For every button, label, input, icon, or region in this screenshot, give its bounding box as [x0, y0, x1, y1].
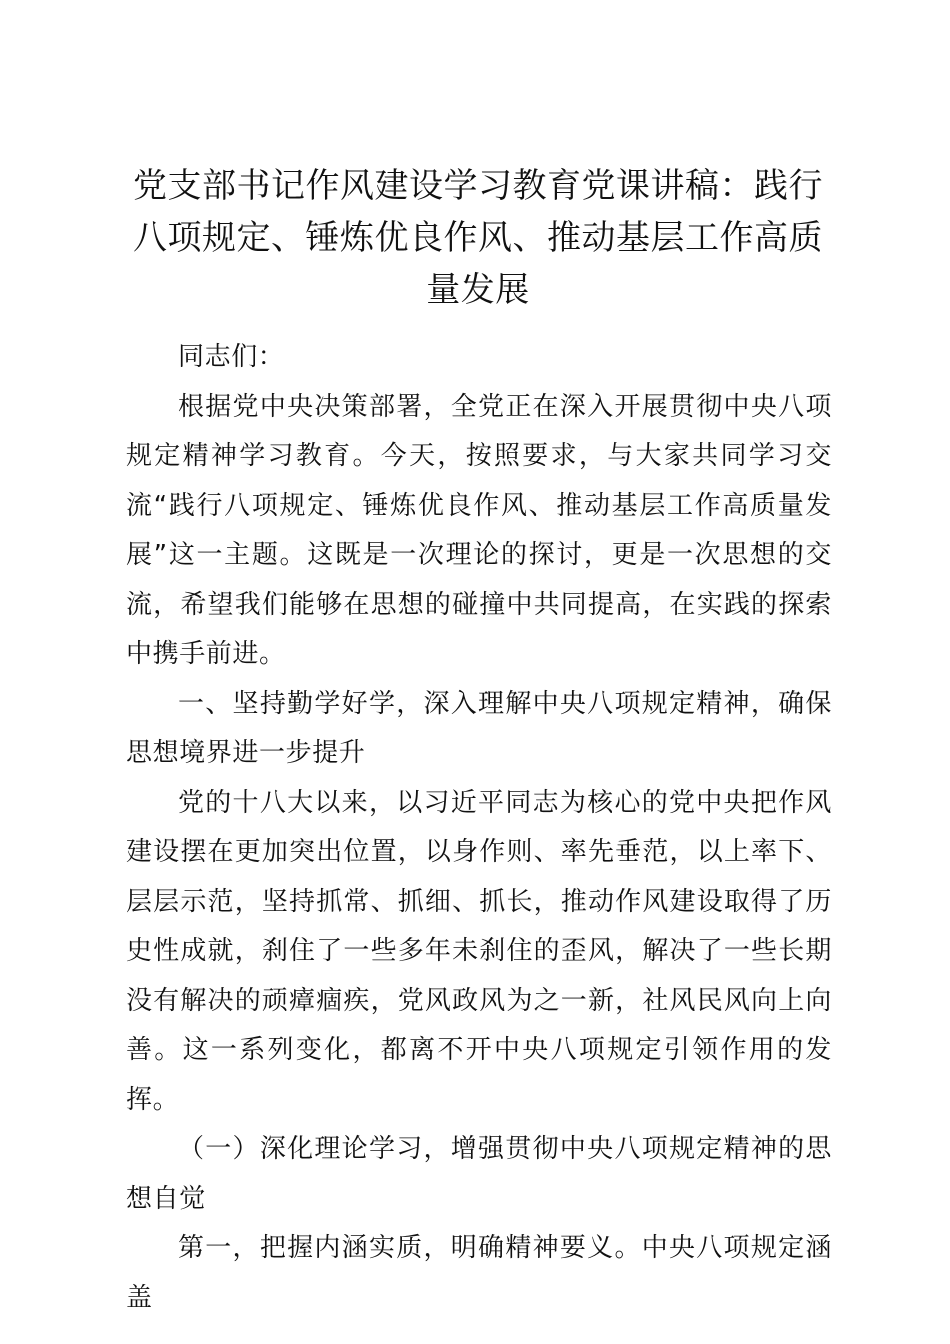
- salutation: 同志们：: [178, 342, 285, 372]
- document-title: 党支部书记作风建设学习教育党课讲稿：践行八项规定、锤炼优良作风、推动基层工作高质量发展: [133, 166, 823, 310]
- subsection-heading-1: （一）深化理论学习，增强贯彻中央八项规定精神的思想自觉: [126, 1134, 832, 1214]
- paragraph-intro: 根据党中央决策部署，全党正在深入开展贯彻中央八项规定精神学习教育。今天，按照要求，与大家共同学习交流“践行八项规定、锤炼优良作风、推动基层工作高质量发展”这一主题。这既是一次理论的探讨，更是一次思想的交流，希望我们能够在思想的碰撞中共同提高，在实践的探索中携手前进。: [126, 391, 832, 669]
- paragraph-first-point: 第一，把握内涵实质，明确精神要义。中央八项规定涵盖: [126, 1233, 832, 1313]
- paragraph-section-1: 党的十八大以来，以习近平同志为核心的党中央把作风建设摆在更加突出位置，以身作则、率先垂范，以上率下、层层示范，坚持抓常、抓细、抓长，推动作风建设取得了历史性成就，刹住了一些多年未刹住的歪风，解决了一些长期没有解决的顽瘴痼疾，党风政风为之一新，社风民风向上向善。这一系列变化，都离不开中央八项规定引领作用的发挥。: [126, 787, 832, 1115]
- document-body: [126, 333, 832, 1323]
- section-heading-1: 一、坚持勤学好学，深入理解中央八项规定精神，确保思想境界进一步提升: [126, 688, 832, 768]
